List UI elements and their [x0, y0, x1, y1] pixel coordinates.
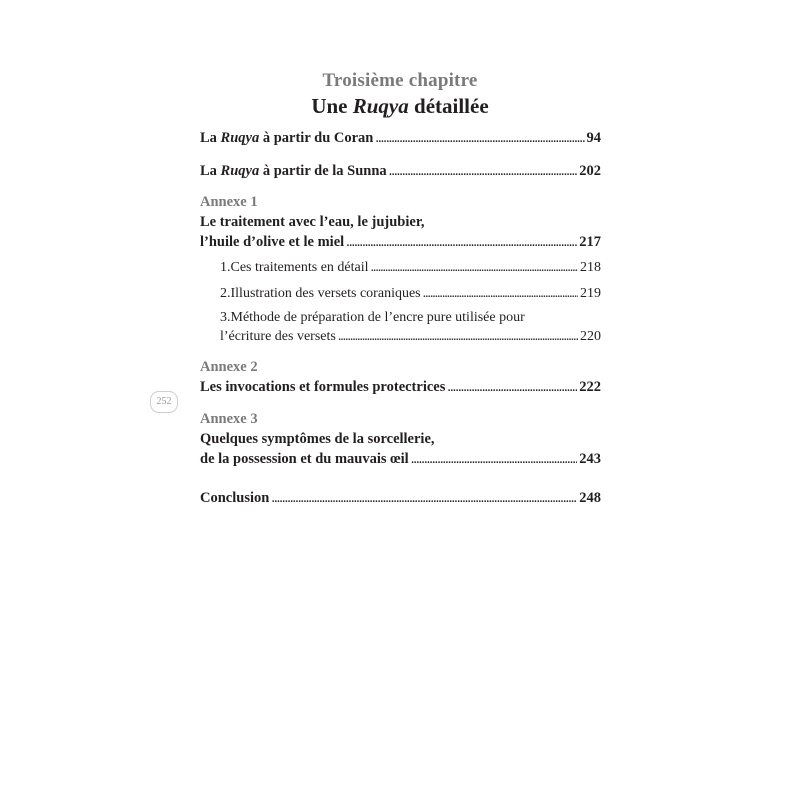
- annex-label-3: Annexe 3: [200, 411, 258, 427]
- annex-label-1: Annexe 1: [200, 194, 258, 210]
- toc-subentry-1[interactable]: [220, 258, 601, 278]
- page-number-badge: 252: [150, 391, 178, 413]
- toc-entry-conclusion[interactable]: [200, 488, 601, 508]
- dot-leader: [375, 128, 584, 148]
- toc-subentry-title: 1.Ces traitements en détail: [220, 260, 369, 275]
- toc-page-number: 217: [579, 234, 601, 250]
- toc-page-number: 248: [579, 490, 601, 506]
- chapter-title: [200, 94, 600, 119]
- toc-entry-annexe3[interactable]: [200, 449, 601, 469]
- chapter-title-prefix: Une: [311, 94, 353, 118]
- toc-subentry-2[interactable]: [220, 284, 601, 304]
- dot-leader: [447, 377, 577, 397]
- toc-subentry-title: l’écriture des versets: [220, 329, 336, 344]
- dot-leader: [338, 327, 578, 347]
- dot-leader: [346, 232, 577, 252]
- toc-entry-annexe1-line1: Le traitement avec l’eau, le jujubier,: [200, 214, 425, 230]
- toc-entry-title: l’huile d’olive et le miel: [200, 234, 345, 250]
- dot-leader: [411, 449, 578, 469]
- toc-subentry-3[interactable]: [220, 327, 601, 347]
- dot-leader: [371, 258, 578, 278]
- dot-leader: [271, 488, 577, 508]
- toc-page-number: 220: [580, 329, 601, 344]
- toc-entry-annexe1[interactable]: [200, 232, 601, 252]
- toc-entry-annexe3-line1: Quelques symptômes de la sorcellerie,: [200, 431, 435, 447]
- toc-entry-annexe2[interactable]: [200, 377, 601, 397]
- dot-leader: [389, 161, 578, 181]
- toc-entry-title: Conclusion: [200, 490, 270, 506]
- dot-leader: [423, 284, 578, 304]
- toc-entry-title: La Ruqya à partir du Coran: [200, 130, 374, 146]
- toc-page-number: 243: [579, 451, 601, 467]
- toc-entry-sunna[interactable]: [200, 161, 601, 181]
- toc-page-number: 222: [579, 379, 601, 395]
- toc-entry-title: de la possession et du mauvais œil: [200, 451, 409, 467]
- chapter-label: Troisième chapitre: [322, 70, 478, 91]
- chapter-title-emphasis: Ruqya: [352, 94, 409, 118]
- toc-page-number: 202: [579, 163, 601, 179]
- toc-page-number: 219: [580, 286, 601, 301]
- toc-entry-title: Les invocations et formules protectrices: [200, 379, 446, 395]
- toc-page-number: 218: [580, 260, 601, 275]
- toc-entry-coran[interactable]: [200, 128, 601, 148]
- chapter-title-suffix: détaillée: [408, 94, 489, 118]
- annex-label-2: Annexe 2: [200, 359, 258, 375]
- toc-subentry-3-line1: 3.Méthode de préparation de l’encre pure utilisée pour: [220, 310, 525, 325]
- toc-page-number: 94: [586, 130, 601, 146]
- toc-subentry-title: 2.Illustration des versets coraniques: [220, 286, 421, 301]
- toc-entry-title: La Ruqya à partir de la Sunna: [200, 163, 387, 179]
